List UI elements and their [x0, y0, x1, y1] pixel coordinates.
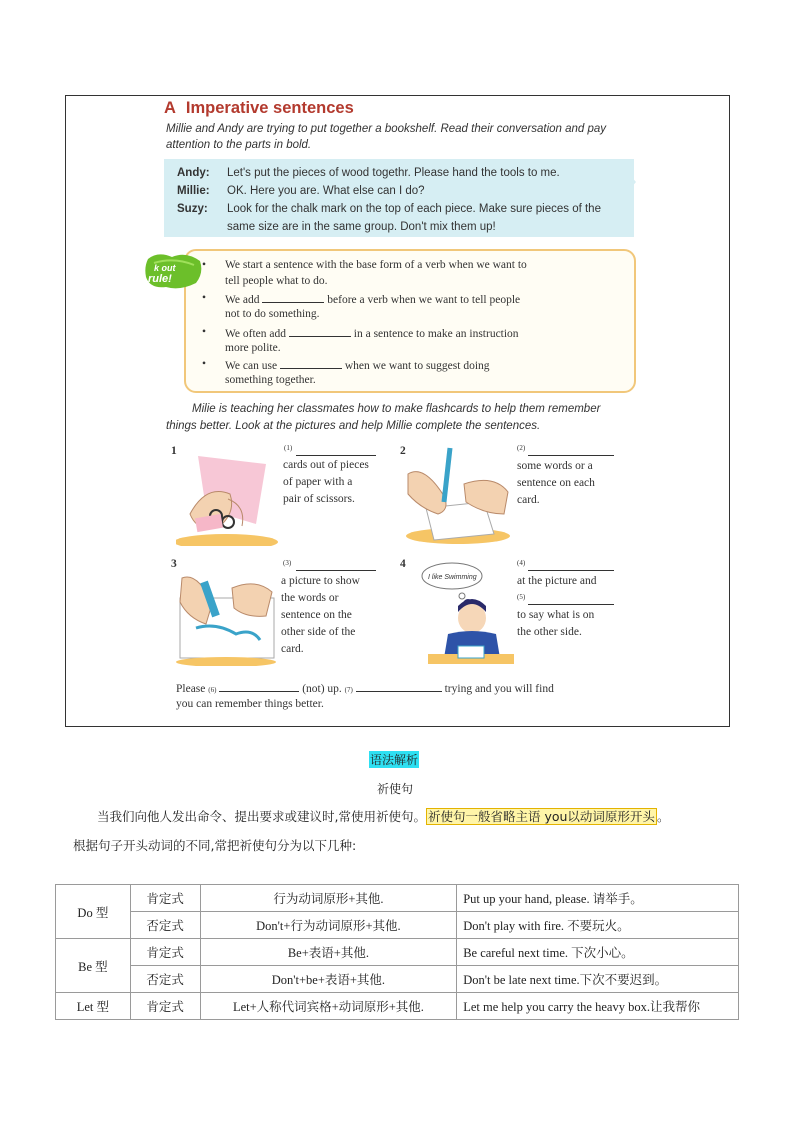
- type-cell: Let 型: [56, 993, 131, 1020]
- blank-marker: (5): [517, 593, 526, 601]
- blank-marker: (1): [284, 444, 293, 452]
- svg-text:k out: k out: [154, 263, 176, 273]
- example-cell: Let me help you carry the heavy box.让我帮你: [457, 993, 739, 1020]
- blank-marker: (4): [517, 559, 526, 567]
- rule-bullet: •: [202, 358, 207, 370]
- rule-line: more polite.: [225, 342, 281, 354]
- item-text: pair of scissors.: [283, 493, 355, 505]
- rule-line: something together.: [225, 374, 316, 386]
- final-sentence: Please (6) (not) up. (7) trying and you will find: [176, 683, 554, 695]
- rule-line: not to do something.: [225, 308, 320, 320]
- table-row: [56, 939, 739, 966]
- pattern-cell: Be+表语+其他.: [200, 939, 457, 966]
- item-text: of paper with a: [283, 476, 353, 488]
- item-text: other side of the: [281, 626, 356, 638]
- item-text: to say what is on: [517, 609, 595, 621]
- answer-blank[interactable]: [289, 326, 351, 337]
- classification-paragraph: 根据句子开头动词的不同,常把祈使句分为以下几种:: [73, 838, 357, 853]
- item-text: the words or: [281, 592, 339, 604]
- pattern-cell: Don't+be+表语+其他.: [200, 966, 457, 993]
- conversation-arrow: [622, 166, 638, 200]
- rule-line: We start a sentence with the base form of a verb when we want to: [225, 259, 527, 271]
- svg-text:rule!: rule!: [148, 273, 172, 285]
- answer-blank[interactable]: [528, 560, 614, 571]
- item-number: 4: [400, 558, 406, 570]
- form-cell: 否定式: [130, 966, 200, 993]
- speaker: Suzy:: [177, 203, 208, 215]
- item-text: sentence on each: [517, 477, 595, 489]
- item-text: sentence on the: [281, 609, 352, 621]
- answer-blank[interactable]: [528, 594, 614, 605]
- item-text: at the picture and: [517, 575, 597, 587]
- table-row: [56, 885, 739, 912]
- grammar-subheading: 祈使句: [377, 782, 414, 796]
- answer-blank[interactable]: [296, 560, 376, 571]
- rule-line: We can use when we want to suggest doing: [225, 360, 490, 372]
- textbook-image: [65, 95, 730, 727]
- table-row: [56, 912, 739, 939]
- rule-line: We often add in a sentence to make an instruction: [225, 328, 519, 340]
- conversation-line: OK. Here you are. What else can I do?: [227, 185, 425, 197]
- form-cell: 肯定式: [130, 939, 200, 966]
- form-cell: 否定式: [130, 912, 200, 939]
- item-number: 2: [400, 445, 406, 457]
- task-line-2: things better. Look at the pictures and help Millie complete the sentences.: [166, 420, 541, 432]
- item-text: a picture to show: [281, 575, 360, 587]
- highlighted-rule: 祈使句一般省略主语 you以动词原形开头: [427, 809, 655, 824]
- conversation-line: Let's put the pieces of wood togethr. Please hand the tools to me.: [227, 167, 560, 179]
- item-number: 3: [171, 558, 177, 570]
- item-text: card.: [281, 643, 304, 655]
- imperative-types-table: [55, 884, 739, 1020]
- answer-blank[interactable]: [528, 445, 614, 456]
- type-cell: Be 型: [56, 939, 131, 993]
- speaker: Millie:: [177, 185, 210, 197]
- intro-line-1: Millie and Andy are trying to put together a bookshelf. Read their conversation and pay: [166, 123, 607, 135]
- item-text: cards out of pieces: [283, 459, 369, 471]
- explanation-paragraph: 当我们向他人发出命令、提出要求或建议时,常使用祈使句。 祈使句一般省略主语 you以动词原形开头 。: [97, 809, 670, 824]
- task-line-1: Milie is teaching her classmates how to make flashcards to help them remember: [192, 403, 601, 415]
- example-cell: Be careful next time. 下次小心。: [457, 939, 739, 966]
- drawing-picture-illustration: [176, 568, 278, 666]
- item-text: some words or a: [517, 460, 593, 472]
- type-cell: Do 型: [56, 885, 131, 939]
- answer-blank[interactable]: [296, 445, 376, 456]
- table-row: [56, 966, 739, 993]
- rule-bullet: •: [202, 326, 207, 338]
- intro-line-2: attention to the parts in bold.: [166, 139, 312, 151]
- pattern-cell: Don't+行为动词原形+其他.: [200, 912, 457, 939]
- example-cell: Don't be late next time.下次不要迟到。: [457, 966, 739, 993]
- item-text: the other side.: [517, 626, 582, 638]
- table-row: [56, 993, 739, 1020]
- section-title: A Imperative sentences: [164, 99, 354, 117]
- pattern-cell: Let+人称代词宾格+动词原形+其他.: [200, 993, 457, 1020]
- rule-bullet: •: [202, 259, 207, 271]
- answer-blank[interactable]: [280, 358, 342, 369]
- thought-bubble-text: I like Swimming: [428, 574, 477, 581]
- rule-bullet: •: [202, 292, 207, 304]
- rule-line: tell people what to do.: [225, 275, 328, 287]
- item-text: card.: [517, 494, 540, 506]
- work-out-rule-badge: [144, 251, 207, 291]
- rule-line: We add before a verb when we want to tell people: [225, 294, 521, 306]
- item-number: 1: [171, 445, 177, 457]
- form-cell: 肯定式: [130, 885, 200, 912]
- example-cell: Don't play with fire. 不要玩火。: [457, 912, 739, 939]
- scissors-cutting-illustration: [176, 454, 280, 546]
- speaker: Andy:: [177, 167, 210, 179]
- blank-marker: (2): [517, 444, 526, 452]
- blank-marker: (3): [283, 559, 292, 567]
- grammar-heading: 语法解析: [370, 753, 419, 767]
- boy-thinking-illustration: [418, 560, 514, 666]
- writing-card-illustration: [404, 444, 510, 544]
- conversation-line: same size are in the same group. Don't mix them up!: [227, 221, 496, 233]
- example-cell: Put up your hand, please. 请举手。: [457, 885, 739, 912]
- answer-blank[interactable]: [356, 681, 442, 692]
- pattern-cell: 行为动词原形+其他.: [200, 885, 457, 912]
- form-cell: 肯定式: [130, 993, 200, 1020]
- conversation-line: Look for the chalk mark on the top of each piece. Make sure pieces of the: [227, 203, 601, 215]
- answer-blank[interactable]: [219, 681, 299, 692]
- answer-blank[interactable]: [262, 292, 324, 303]
- final-sentence-2: you can remember things better.: [176, 698, 324, 710]
